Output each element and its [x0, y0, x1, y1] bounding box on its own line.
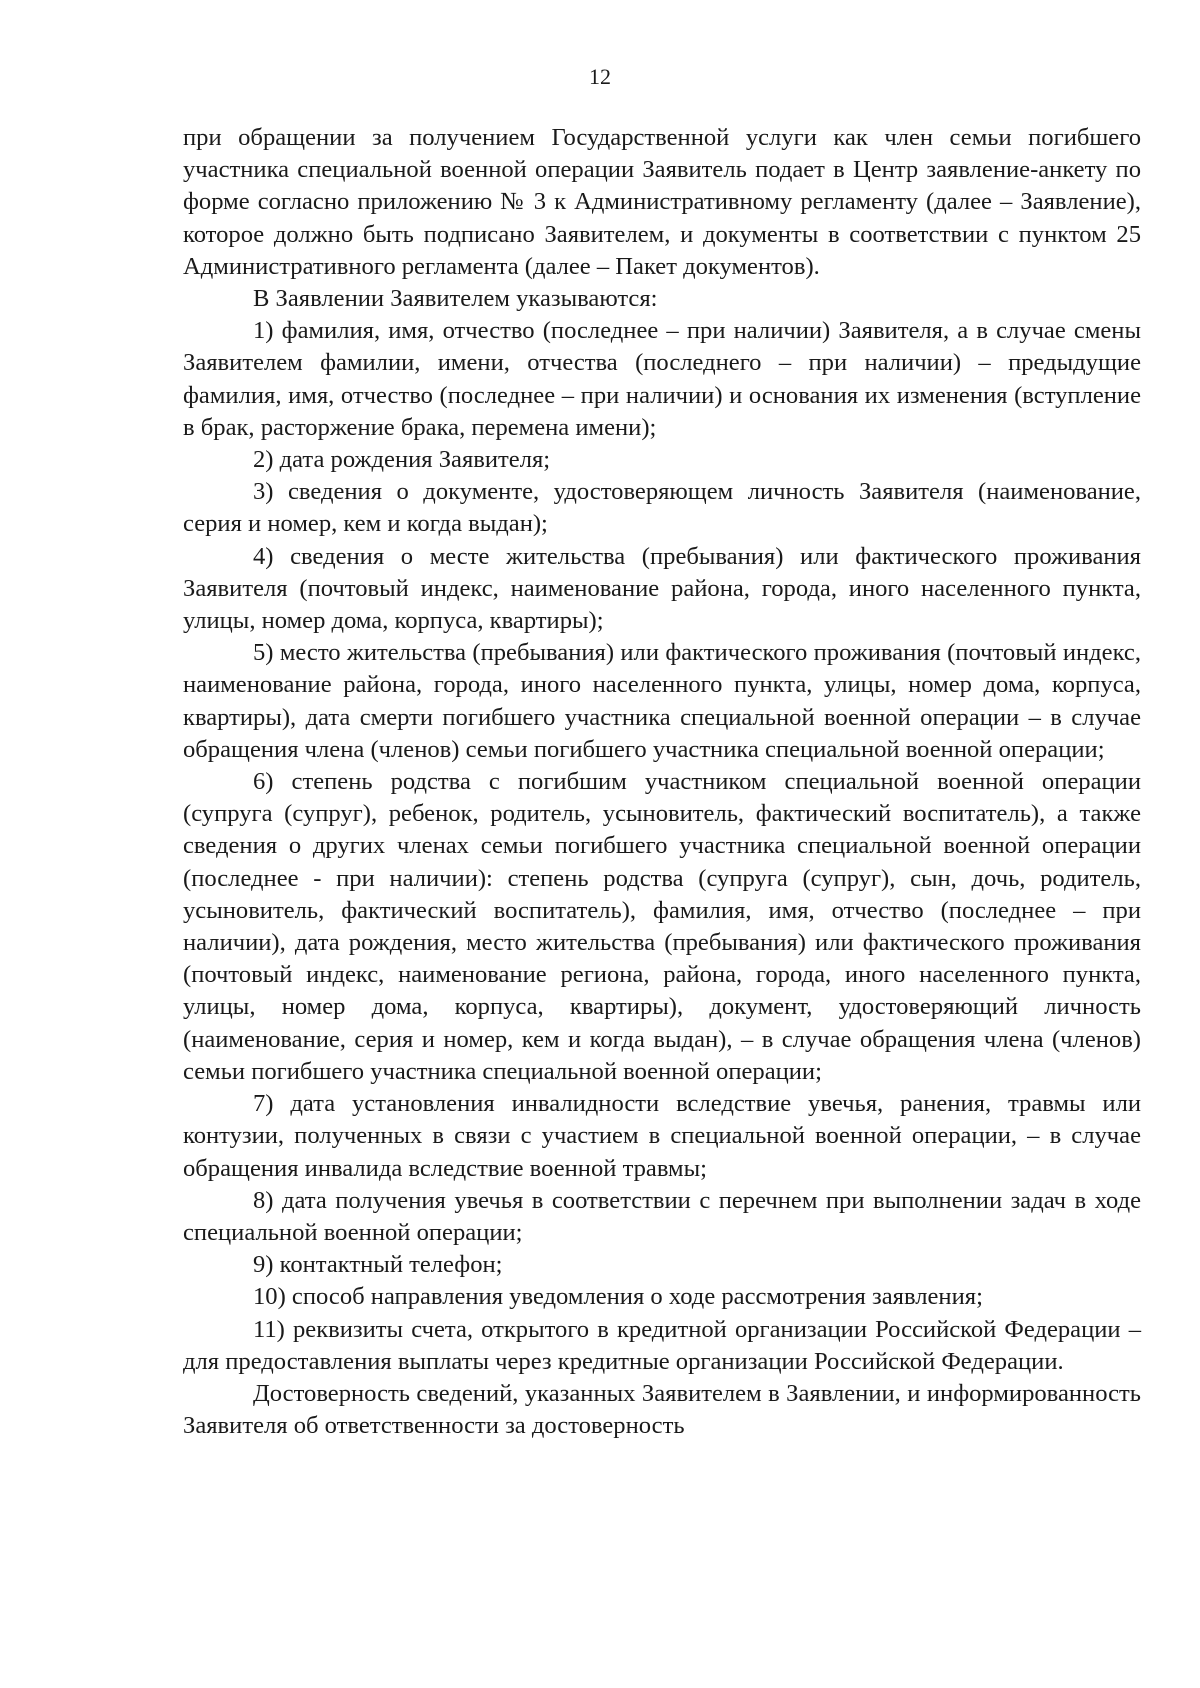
page-number: 12: [589, 64, 611, 89]
paragraph-list-heading: В Заявлении Заявителем указываются:: [253, 285, 658, 313]
list-item-9: 9) контактный телефон;: [253, 1251, 503, 1279]
list-item-6: 6) степень родства с погибшим участником специальной военной операции (супруга (супруг), ребенок, родитель, усыновитель, фактический воспитатель), а также сведения о других членах семьи погибшего участника специальной военной операции (последнее - при наличии): степень родства (супруга (супруг), сын, дочь, родитель, усыновитель, фактический воспитатель), фамилия, имя, отчество (последнее – при наличии), дата рождения, место жительства (пребывания) или фактического проживания (почтовый индекс, наименование региона, района, города, иного населенного пункта, улицы, номер дома, корпуса, квартиры), документ, удостоверяющий личность (наименование, серия и номер, кем и когда выдан), – в случае обращения члена (членов) семьи погибшего участника специальной военной операции;: [183, 768, 1141, 1085]
paragraph-intro: при обращении за получением Государственной услуги как член семьи погибшего участника специальной военной операции Заявитель подает в Центр заявление-анкету по форме согласно приложению № 3 к Административному регламенту (далее – Заявление), которое должно быть подписано Заявителем, и документы в соответствии с пунктом 25 Административного регламента (далее – Пакет документов).: [183, 124, 1141, 280]
document-body: [183, 122, 1141, 1442]
list-item-5: 5) место жительства (пребывания) или фактического проживания (почтовый индекс, наименование района, города, иного населенного пункта, улицы, номер дома, корпуса, квартиры), дата смерти погибшего участника специальной военной операции – в случае обращения члена (членов) семьи погибшего участника специальной военной операции;: [183, 639, 1141, 763]
list-item-2: 2) дата рождения Заявителя;: [253, 446, 551, 474]
list-item-1: 1) фамилия, имя, отчество (последнее – при наличии) Заявителя, а в случае смены Заявителем фамилии, имени, отчества (последнего – при наличии) – предыдущие фамилия, имя, отчество (последнее – при наличии) и основания их изменения (вступление в брак, расторжение брака, перемена имени);: [183, 317, 1141, 441]
list-item-8: 8) дата получения увечья в соответствии с перечнем при выполнении задач в ходе специальной военной операции;: [183, 1186, 1141, 1246]
list-item-4: 4) сведения о месте жительства (пребывания) или фактического проживания Заявителя (почтовый индекс, наименование района, города, иного населенного пункта, улицы, номер дома, корпуса, квартиры);: [183, 542, 1141, 635]
list-item-3: 3) сведения о документе, удостоверяющем личность Заявителя (наименование, серия и номер, кем и когда выдан);: [183, 478, 1141, 538]
list-item-7: 7) дата установления инвалидности вследствие увечья, ранения, травмы или контузии, полученных в связи с участием в специальной военной операции, – в случае обращения инвалида вследствие военной травмы;: [183, 1090, 1141, 1182]
list-item-10: 10) способ направления уведомления о ходе рассмотрения заявления;: [253, 1283, 983, 1311]
list-item-11: 11) реквизиты счета, открытого в кредитной организации Российской Федерации – для предоставления выплаты через кредитные организации Российской Федерации.: [183, 1315, 1141, 1375]
paragraph-reliability: Достоверность сведений, указанных Заявителем в Заявлении, и информированность Заявителя об ответственности за достоверность: [183, 1379, 1141, 1440]
